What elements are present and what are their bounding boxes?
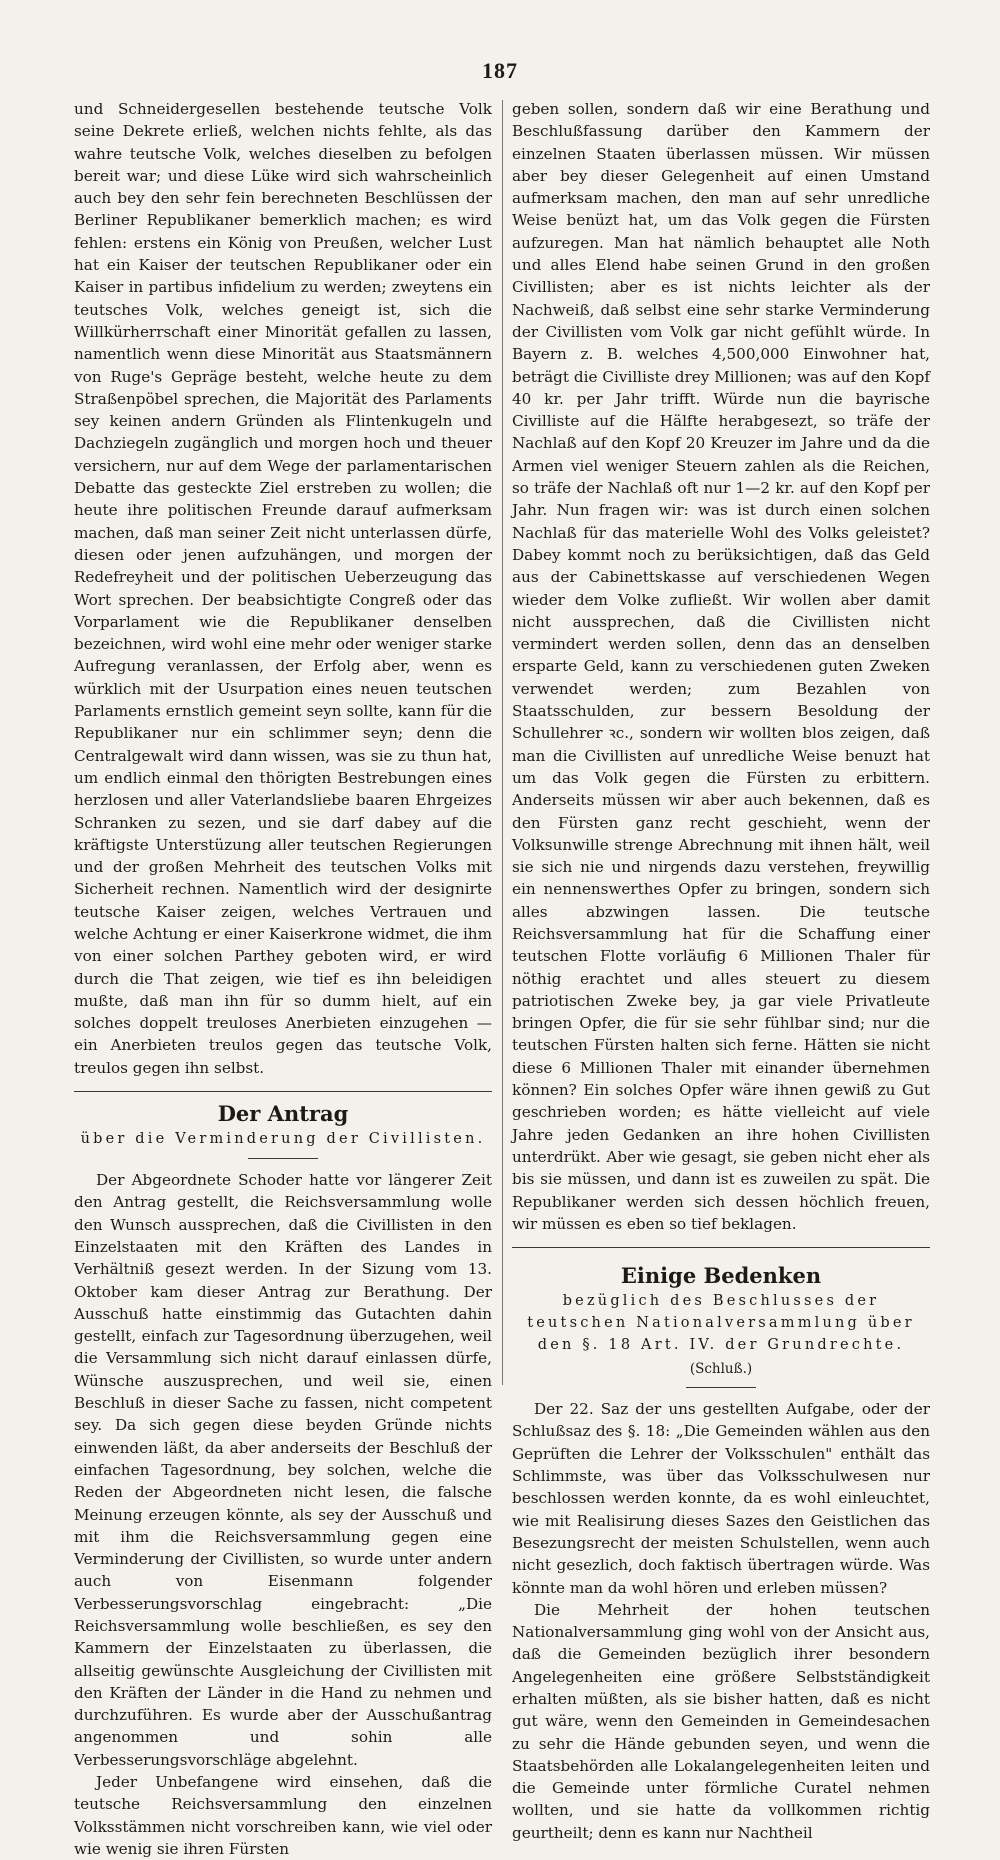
section-subheading-antrag: über die Verminderung der Civillisten. bbox=[80, 1131, 486, 1148]
body-paragraph: Der 22. Saz der uns gestellten Aufgabe, oder der Schlußsaz des §. 18: „Die Gemeinden wählen aus den Geprüften die Lehrer der Volksschulen" enthält das Schlimmste, was über das Volksschulwesen nur beschlossen werden konnte, da es wohl einleuchtet, wie mit Realisirung dieses Sazes den Geistlichen das Besezungsrecht der meisten Schulstellen, wenn auch nicht gesezlich, doch faktisch übertragen würde. Was könnte man da wohl hören und erleben müssen? bbox=[512, 1400, 930, 1597]
column-divider bbox=[502, 100, 503, 1385]
article-continuation-paragraph: und Schneidergesellen bestehende teutsche Volk seine Dekrete erließ, welchen nichts fehlte, als das wahre teutsche Volk, welches dieselben zu befolgen bereit war; und diese Lüke wird sich wahrscheinlich auch bey den sehr fein berechneten Beschlüssen der Berliner Republikaner bemerklich machen; es wird fehlen: erstens ein König von Preußen, welcher Lust hat ein Kaiser der teutschen Republikaner oder ein Kaiser in partibus infidelium zu werden; zweytens ein teutsches Volk, welches geneigt ist, sich die Willkürherrschaft einer Minorität gefallen zu lassen, namentlich wenn diese Minorität aus Staatsmännern von Ruge's Gepräge besteht, welche heute zu dem Straßenpöbel sprechen, die Majorität des Parlaments sey keinen andern Gründen als Flintenkugeln und Dachziegeln zugänglich und morgen hoch und theuer versichern, nur auf dem Wege der parlamentarischen Debatte das gesteckte Ziel erstreben zu wollen; die heute ihre politischen Freunde darauf aufmerksam machen, daß man seiner Zeit nicht unterlassen dürfe, diesen oder jenen aufzuhängen, und morgen der Redefreyheit und der politischen Ueberzeugung das Wort sprechen. Der beabsichtigte Congreß oder das Vorparlament wie die Republikaner denselben bezeichnen, wird wohl eine mehr oder weniger starke Aufregung veranlassen, der Erfolg aber, wenn es würklich mit der Usurpation eines neuen teutschen Parlaments ernstlich gemeint seyn sollte, kann für die Republikaner nur ein schlimmer seyn; denn die Centralgewalt wird dann wissen, was sie zu thun hat, um endlich einmal den thörigten Bestrebungen eines herzlosen und aller Vaterlandsliebe baaren Ehrgeizes Schranken zu sezen, und sie darf dabey auf die kräftigste Unterstüzung aller teutschen Regierungen und der großen Mehrheit des teutschen Volks mit Sicherheit rechnen. Namentlich wird der designirte teutsche Kaiser zeigen, welches Vertrauen und welche Achtung er einer Kaiserkrone widmet, die ihm von einer solchen Parthey geboten wird, er wird durch die That zeigen, wie tief es ihn beleidigen mußte, daß man ihn für so dumm hielt, auf ein solches doppelt treuloses Anerbieten einzugehen — ein Anerbieten treulos gegen das teutsche Volk, treulos gegen ihn selbst. bbox=[74, 100, 492, 1077]
section-subheading-bedenken: bezüglich des Beschlusses der teutschen Nationalversammlung über den §. 18 Art. IV. der Grundrechte. bbox=[527, 1293, 915, 1354]
page-number: 187 bbox=[482, 58, 518, 83]
left-column bbox=[74, 98, 492, 1860]
article-continuation-paragraph: geben sollen, sondern daß wir eine Berathung und Beschlußfassung darüber den Kammern der einzelnen Staaten überlassen müssen. Wir müssen aber bey dieser Gelegenheit auf einen Umstand aufmerksam machen, den man auf sehr unredliche Weise benüzt hat, um das Volk gegen die Fürsten aufzuregen. Man hat nämlich behauptet alle Noth und alles Elend habe seinen Grund in den großen Civillisten; aber es ist nichts leichter als der Nachweiß, daß selbst eine sehr starke Verminderung der Civillisten vom Volk gar nicht gefühlt würde. In Bayern z. B. welches 4,500,000 Einwohner hat, beträgt die Civilliste drey Millionen; was auf den Kopf 40 kr. per Jahr trifft. Würde nun die bayrische Civilliste auf die Hälfte herabgesezt, so träfe der Nachlaß auf den Kopf 20 Kreuzer im Jahre und da die Armen viel weniger Steuern zahlen als die Reichen, so träfe der Nachlaß oft nur 1—2 kr. auf den Kopf per Jahr. Nun fragen wir: was ist durch einen solchen Nachlaß für das materielle Wohl des Volks geleistet? Dabey kommt noch zu berüksichtigen, daß das Geld aus der Cabinettskasse auf verschiedenen Wegen wieder dem Volke zufließt. Wir wollen aber damit nicht aussprechen, daß die Civillisten nicht vermindert werden sollen, denn das an denselben ersparte Geld, kann zu verschiedenen guten Zweken verwendet werden; zum Bezahlen von Staatsschulden, zur bessern Besoldung der Schullehrer ꝛc., sondern wir wollten blos zeigen, daß man die Civillisten auf unredliche Weise benuzt hat um das Volk gegen die Fürsten zu erbittern. Anderseits müssen wir aber auch bekennen, daß es den Fürsten ganz recht geschieht, wenn der Volksunwille strenge Abrechnung mit ihnen hält, weil sie sich nie und nirgends dazu verstehen, freywillig ein nennenswerthes Opfer zu bringen, sondern sich alles abzwingen lassen. Die teutsche Reichsversammlung hat für die Schaffung einer teutschen Flotte vorläufig 6 Millionen Thaler für nöthig erachtet und alles steuert zu diesem patriotischen Zweke bey, ja gar viele Privatleute bringen Opfer, die für sie sehr fühlbar sind; nur die teutschen Fürsten halten sich ferne. Hätten sie nicht diese 6 Millionen Thaler mit einander übernehmen können? Ein solches Opfer wäre ihnen gewiß zu Gut geschrieben worden; es hätte vielleicht auf viele Jahre jeden Gedanken an ihre hohen Civillisten unterdrükt. Aber wie gesagt, sie geben nicht eher als bis sie müssen, und dann ist es zuweilen zu spät. Die Republikaner werden sich dessen höchlich freuen, wir müssen es eben so tief beklagen. bbox=[512, 100, 930, 1233]
section-divider bbox=[74, 1091, 492, 1092]
heading-rule bbox=[248, 1158, 318, 1159]
body-paragraph: Jeder Unbefangene wird einsehen, daß die teutsche Reichsversammlung den einzelnen Volksstämmen nicht vorschreiben kann, wie viel oder wie wenig sie ihren Fürsten bbox=[74, 1773, 492, 1858]
section-heading-bedenken: Einige Bedenken bbox=[620, 1263, 822, 1289]
right-column bbox=[512, 98, 930, 1844]
section-note: (Schluß.) bbox=[689, 1361, 753, 1378]
body-paragraph: Die Mehrheit der hohen teutschen Nationalversammlung ging wohl von der Ansicht aus, daß die Gemeinden bezüglich ihrer besondern Angelegenheiten eine größere Selbstständigkeit erhalten müßten, als sie bisher hatten, daß es nicht gut wäre, wenn den Gemeinden in Gemeindesachen zu sehr die Hände gebunden seyen, und wenn die Staatsbehörden alle Lokalangelegenheiten leiten und die Gemeinde unter förmliche Curatel nehmen wollten, und sie hatte da vollkommen richtig geurtheilt; denn es kann nur Nachtheil bbox=[512, 1600, 930, 1842]
body-paragraph: Der Abgeordnete Schoder hatte vor längerer Zeit den Antrag gestellt, die Reichsversammlung wolle den Wunsch aussprechen, daß die Civillisten in den Einzelstaaten mit den Kräften des Landes in Verhältniß gesezt werden. In der Sizung vom 13. Oktober kam dieser Antrag zur Berathung. Der Ausschuß hatte einstimmig das Gutachten dahin gestellt, einfach zur Tagesordnung überzugehen, weil die Versammlung sich nicht darauf einlassen dürfe, Wünsche auszusprechen, und weil sie, einen Beschluß in dieser Sache zu fassen, nicht competent sey. Da sich gegen diese beyden Gründe nichts einwenden läßt, da aber anderseits der Beschluß der einfachen Tagesordnung, bey solchen, welche die Reden der Abgeordneten nicht lesen, die falsche Meinung erzeugen könnte, als sey der Ausschuß und mit ihm die Reichsversammlung gegen eine Verminderung der Civillisten, so wurde unter andern auch von Eisenmann folgender Verbesserungsvorschlag eingebracht: „Die Reichsversammlung wolle beschließen, es sey den Kammern der Einzelstaaten zu überlassen, die allseitig gewünschte Ausgleichung der Civillisten mit den Kräften der Länder in die Hand zu nehmen und durchzuführen. Es wurde aber der Ausschußantrag angenommen und sohin alle Verbesserungsvorschläge abgelehnt. bbox=[74, 1171, 492, 1769]
section-heading-antrag: Der Antrag bbox=[217, 1101, 349, 1127]
heading-rule bbox=[686, 1387, 756, 1388]
section-divider bbox=[512, 1247, 930, 1248]
